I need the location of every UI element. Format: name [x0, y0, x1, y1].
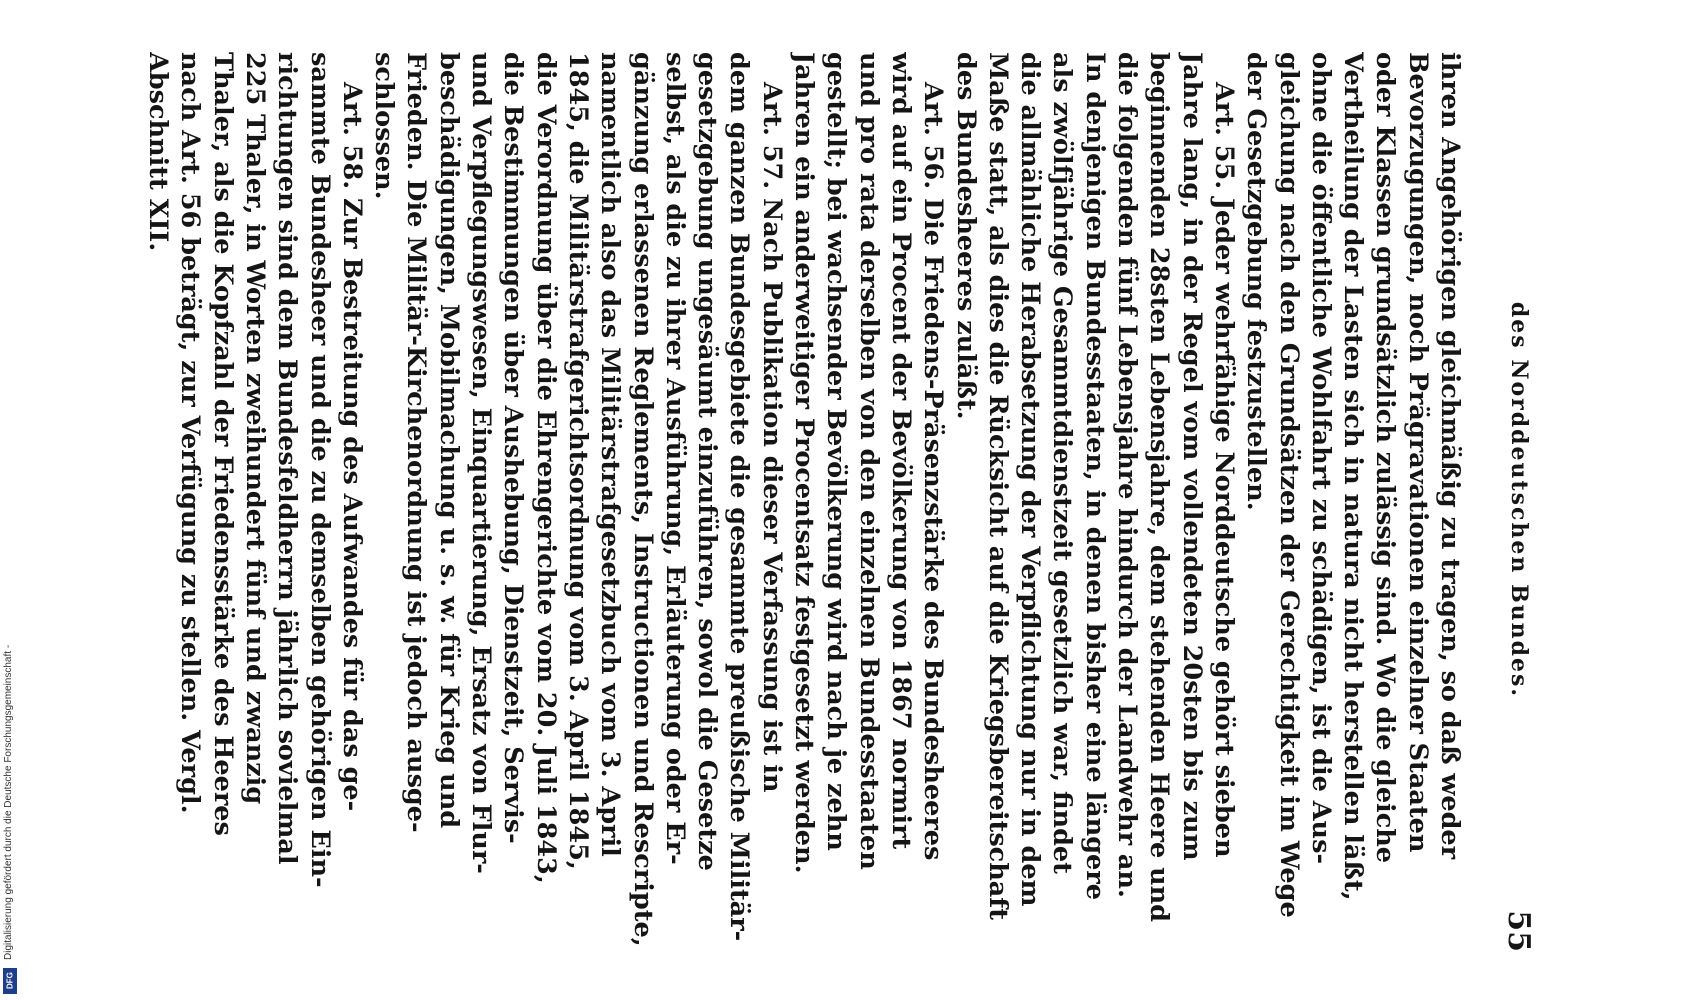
text-line: ohne die öffentliche Wohlfahrt zu schädigen, ist die Aus-	[1305, 52, 1336, 865]
text-line: oder Klassen grundsätzlich zulässig sind. Wo die gleiche	[1370, 52, 1401, 864]
text-line: 1845, die Militärstrafgerichtsordnung vom 3. April 1845,	[562, 52, 593, 870]
text-line: und pro rata derselben von den einzelnen Bundesstaaten	[853, 52, 884, 870]
text-line: die Verordnung über die Ehrengerichte vom 20. Juli 1843,	[530, 52, 561, 884]
text-line: Art. 55. Jeder wehrfähige Norddeutsche gehört sieben	[1208, 82, 1239, 858]
text-line: und Verpflegungswesen, Einquartierung, Ersatz von Flur-	[466, 52, 497, 874]
text-line: die Bestimmungen über Aushebung, Dienstzeit, Servis-	[498, 52, 529, 844]
text-line: wird auf ein Procent der Bevölkerung von 1867 normirt	[885, 52, 916, 850]
text-line: gleichung nach den Grundsätzen der Gerechtigkeit im Wege	[1273, 52, 1304, 918]
text-line: die allmähliche Herabsetzung der Verpflichtung nur in dem	[1015, 52, 1046, 907]
text-line: die folgenden fünf Lebensjahre hindurch der Landwehr an.	[1112, 52, 1143, 898]
text-line: Jahren ein anderweitiger Procentsatz festgesetzt werden.	[789, 52, 820, 874]
credit-text: Digitalisierung gefördert durch die Deutsche Forschungsgemeinschaft -	[3, 644, 14, 960]
text-line: beginnenden 28sten Lebensjahre, dem stehenden Heere und	[1144, 52, 1175, 922]
text-line: Frieden. Die Militär-Kirchenordnung ist jedoch ausge-	[401, 52, 432, 833]
text-line: gestellt; bei wachsender Bevölkerung wird nach je zehn	[821, 52, 852, 851]
text-line: 225 Thaler, in Worten zweihundert fünf und zwanzig	[240, 52, 271, 805]
text-line: richtungen sind dem Bundesfeldherrn jährlich sovielmal	[272, 52, 303, 865]
page-number: 55	[1501, 910, 1536, 952]
text-line: Art. 56. Die Friedens-Präsenzstärke des Bundesheeres	[918, 82, 949, 861]
text-line: In denjenigen Bundesstaaten, in denen bisher eine längere	[1079, 52, 1110, 900]
body-text	[142, 52, 1466, 952]
text-line: Thaler, als die Kopfzahl der Friedensstärke des Heeres	[207, 52, 238, 836]
text-line: Bevorzugungen, noch Prägravationen einzelner Staaten	[1402, 52, 1433, 853]
text-line: gesetzgebung ungesäumt einzuführen, sowol die Gesetze	[692, 52, 723, 871]
running-head	[1496, 0, 1536, 1000]
running-title: des Norddeutschen Bundes.	[1506, 301, 1532, 699]
text-line: Art. 58. Zur Bestreitung des Aufwandes für das ge-	[336, 82, 367, 812]
text-line: Vertheilung der Lasten sich in natura nicht herstellen läßt,	[1338, 52, 1369, 901]
text-line: selbst, als die zu ihrer Ausführung, Erläuterung oder Er-	[659, 52, 690, 865]
text-line: gänzung erlassenen Reglements, Instructionen und Rescripte,	[627, 52, 658, 947]
dfg-logo: DFG	[3, 968, 17, 994]
text-line: dem ganzen Bundesgebiete die gesammte preußische Militär-	[724, 52, 755, 942]
text-line: namentlich also das Militärstrafgesetzbuch vom 3. April	[595, 52, 626, 857]
text-line: des Bundesheeres zuläßt.	[950, 52, 981, 420]
text-line: als zwölfjährige Gesammtdienstzeit gesetzlich war, findet	[1047, 52, 1078, 874]
text-line: der Gesetzgebung festzustellen.	[1241, 52, 1272, 511]
text-line: Jahre lang, in der Regel vom vollendeten 20sten bis zum	[1176, 52, 1207, 861]
text-line: ihren Angehörigen gleichmäßig zu tragen, so daß weder	[1435, 52, 1465, 860]
text-line: Art. 57. Nach Publikation dieser Verfassung ist in	[756, 82, 787, 793]
text-line: beschädigungen, Mobilmachung u. s. w. für Krieg und	[433, 52, 464, 829]
digitization-credit	[0, 0, 20, 1000]
text-line: nach Art. 56 beträgt, zur Verfügung zu stellen. Vergl.	[175, 52, 206, 814]
text-line: Abschnitt XII.	[143, 52, 174, 252]
text-line: sammte Bundesheer und die zu demselben gehörigen Ein-	[304, 52, 335, 888]
text-line: Maße statt, als dies die Rücksicht auf die Kriegsbereitschaft	[982, 52, 1013, 921]
text-line: schlossen.	[369, 52, 400, 200]
